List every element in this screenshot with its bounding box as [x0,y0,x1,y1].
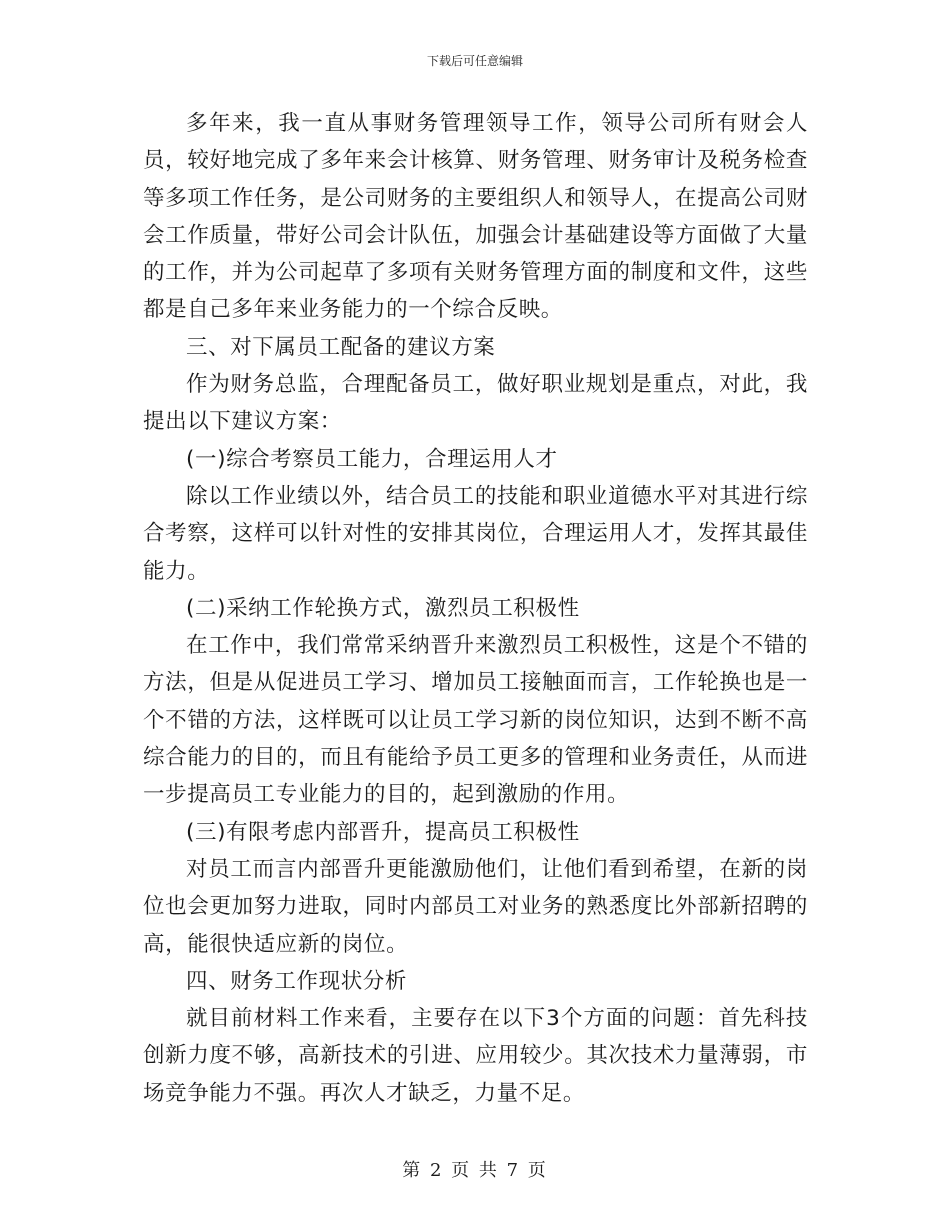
document-body [143,105,808,1112]
subheading-3: (三)有限考虑内部晋升，提高员工积极性 [186,819,580,845]
paragraph-analysis: 就目前材料工作来看，主要存在以下3个方面的问题：首先科技创新力度不够，高新技术的引进、应用较少。其次技术力量薄弱，市场竞争能力不强。再次人才缺乏，力量不足。 [143,1006,808,1106]
paragraph-subheading-3: 对员工而言内部晋升更能激励他们，让他们看到希望，在新的岗位也会更加努力进取，同时内部员工对业务的熟悉度比外部新招聘的高，能很快适应新的岗位。 [143,856,808,957]
page-number: 第 2 页 共 7 页 [402,1160,548,1181]
paragraph-subheading-2: 在工作中，我们常常采纳晋升来激烈员工积极性，这是个不错的方法，但是从促进员工学习、增加员工接触面而言，工作轮换也是一个不错的方法，这样既可以让员工学习新的岗位知识，达到不断不高综合能力的目的，而且有能给予员工更多的管理和业务责任，从而进一步提高员工专业能力的目的，起到激励的作用。 [143,633,808,808]
page-header: 下载后可任意编辑 [426,54,523,68]
subheading-1: (一)综合考察员工能力，合理运用人才 [186,446,558,472]
subheading-2: (二)采纳工作轮换方式，激烈员工积极性 [186,595,580,621]
paragraph-staffing-intro: 作为财务总监，合理配备员工，做好职业规划是重点，对此，我提出以下建议方案： [143,372,808,435]
paragraph-subheading-1: 除以工作业绩以外，结合员工的技能和职业道德水平对其进行综合考察，这样可以针对性的安排其岗位，合理运用人才，发挥其最佳能力。 [143,483,808,584]
section-heading-staffing: 三、对下属员工配备的建议方案 [186,334,496,360]
section-heading-analysis: 四、财务工作现状分析 [186,968,408,994]
paragraph-experience: 多年来，我一直从事财务管理领导工作，领导公司所有财会人员，较好地完成了多年来会计核算、财务管理、财务审计及税务检查等多项工作任务，是公司财务的主要组织人和领导人，在提高公司财会工作质量，带好公司会计队伍，加强会计基础建设等方面做了大量的工作，并为公司起草了多项有关财务管理方面的制度和文件，这些都是自己多年来业务能力的一个综合反映。 [143,111,808,323]
